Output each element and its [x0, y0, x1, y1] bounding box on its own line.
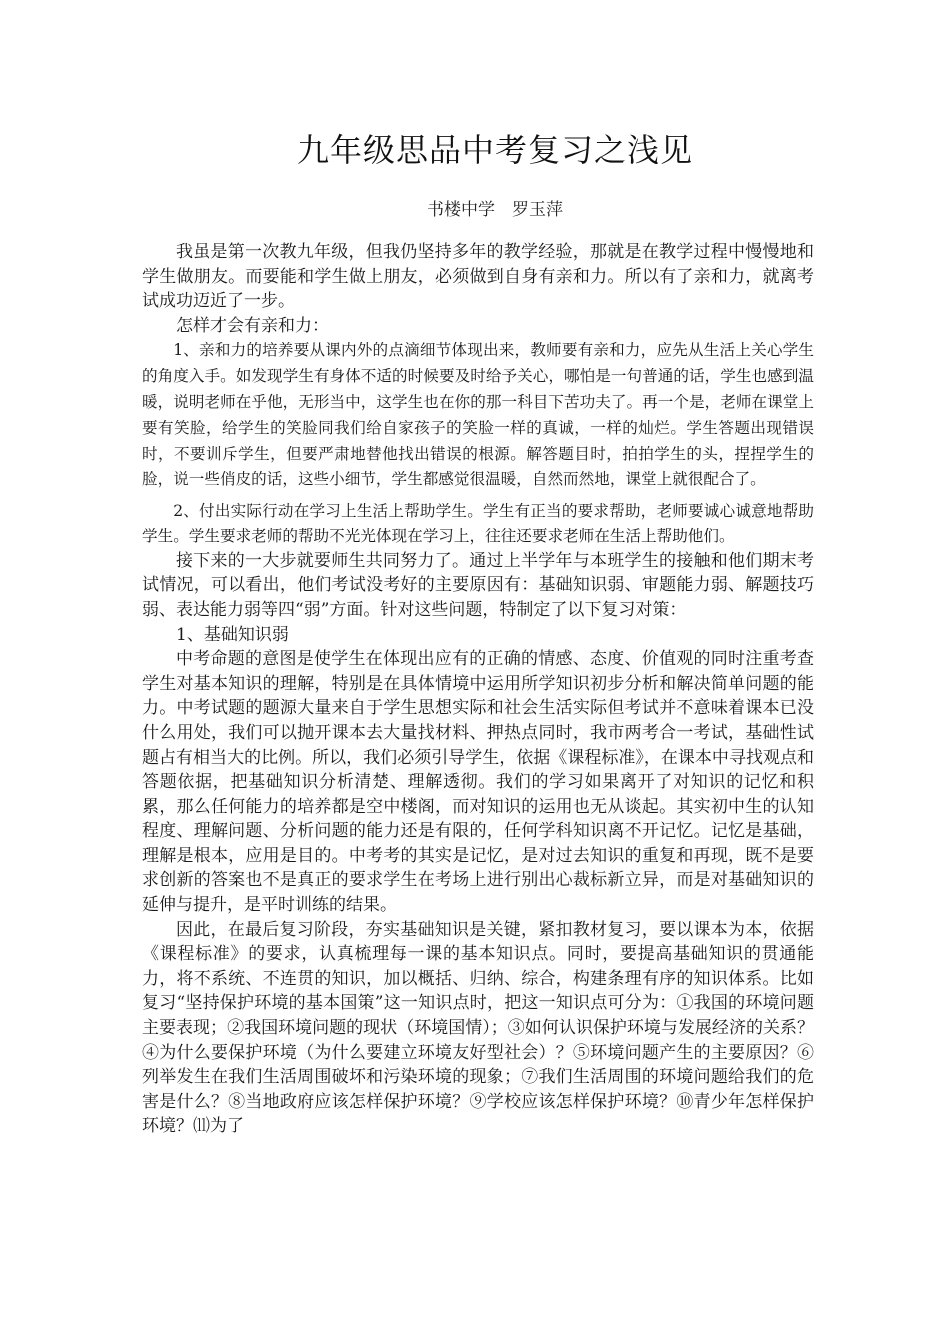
- paragraph-point-1: 1、亲和力的培养要从课内外的点滴细节体现出来，教师要有亲和力，应先从生活上关心学生的角度入手。如发现学生有身体不适的时候要及时给予关心，哪怕是一句普通的话，学生也感到温暖，说明老师在乎他，无形当中，这学生也在你的那一科目下苦功夫了。再一个是，老师在课堂上要有笑脸，给学生的笑脸同我们给自家孩子的笑脸一样的真诚，一样的灿烂。学生答题出现错误时，不要训斥学生，但要严肃地替他找出错误的根源。解答题目时，拍拍学生的头，捏捏学生的脸，说一些俏皮的话，这些小细节，学生都感觉很温暖，自然而然地，课堂上就很配合了。: [142, 341, 814, 489]
- document-title: 九年级思品中考复习之浅见: [296, 131, 693, 169]
- paragraph-intro: 我虽是第一次教九年级，但我仍坚持多年的教学经验，那就是在教学过程中慢慢地和学生做朋友。而要能和学生做上朋友，必须做到自身有亲和力。所以有了亲和力，就离考试成功迈近了一步。: [142, 242, 814, 312]
- paragraph-point-2: 2、付出实际行动在学习上生活上帮助学生。学生有正当的要求帮助，老师要诚心诚意地帮助学生。学生要求老师的帮助不光光体现在学习上，往往还要求老师在生活上帮助他们。: [142, 502, 814, 545]
- section-heading-basic-knowledge: 1、基础知识弱: [176, 624, 289, 645]
- document-body: [142, 240, 831, 1139]
- paragraph-exam-intent: 中考命题的意图是使学生在体现出应有的正确的情感、态度、价值观的同时注重考查学生对基本知识的理解，特别是在具体情境中运用所学知识初步分析和解决简单问题的能力。中考试题的题源大量来自于学生思想实际和社会生活实际但考试并不意味着课本已没什么用处，我们可以抛开课本去大量找材料、押热点同时，我市两考合一考试，基础性试题占有相当大的比例。所以，我们必须引导学生，依据《课程标准》，在课本中寻找观点和答题依据，把基础知识分析清楚、理解透彻。我们的学习如果离开了对知识的记忆和积累，那么任何能力的培养都是空中楼阁，而对知识的运用也无从谈起。其实初中生的认知程度、理解问题、分析问题的能力还是有限的，任何学科知识离不开记忆。记忆是基础，理解是根本，应用是目的。中考考的其实是记忆，是对过去知识的重复和再现，既不是要求创新的答案也不是真正的要求学生在考场上进行别出心裁标新立异，而是对基础知识的延伸与提升，是平时训练的结果。: [142, 649, 814, 916]
- paragraph-question: 怎样才会有亲和力：: [176, 315, 329, 336]
- author-byline: 书楼中学 罗玉萍: [427, 200, 563, 220]
- paragraph-review-strategy: 因此，在最后复习阶段，夯实基础知识是关键，紧扣教材复习，要以课本为本，依据《课程标准》的要求，认真梳理每一课的基本知识点。同时，要提高基础知识的贯通能力，将不系统、不连贯的知识，加以概括、归纳、综合，构建条理有序的知识体系。比如复习“坚持保护环境的基本国策”这一知识点时，把这一知识点可分为：①我国的环境问题主要表现；②我国环境问题的现状（环境国情）；③如何认识保护环境与发展经济的关系？ ④为什么要保护环境（为什么要建立环境友好型社会）？⑤环境问题产生的主要原因？⑥列举发生在我们生活周围破坏和污染环境的现象；⑦我们生活周围的环境问题给我们的危害是什么？⑧当地政府应该怎样保护环境？⑨学校应该怎样保护环境？⑩青少年怎样保护环境？⑾为了: [142, 919, 831, 1137]
- paragraph-next-step: 接下来的一大步就要师生共同努力了。通过上半学年与本班学生的接触和他们期末考试情况，可以看出，他们考试没考好的主要原因有：基础知识弱、审题能力弱、解题技巧弱、表达能力弱等四“弱”方面。针对这些问题，特制定了以下复习对策：: [142, 550, 814, 620]
